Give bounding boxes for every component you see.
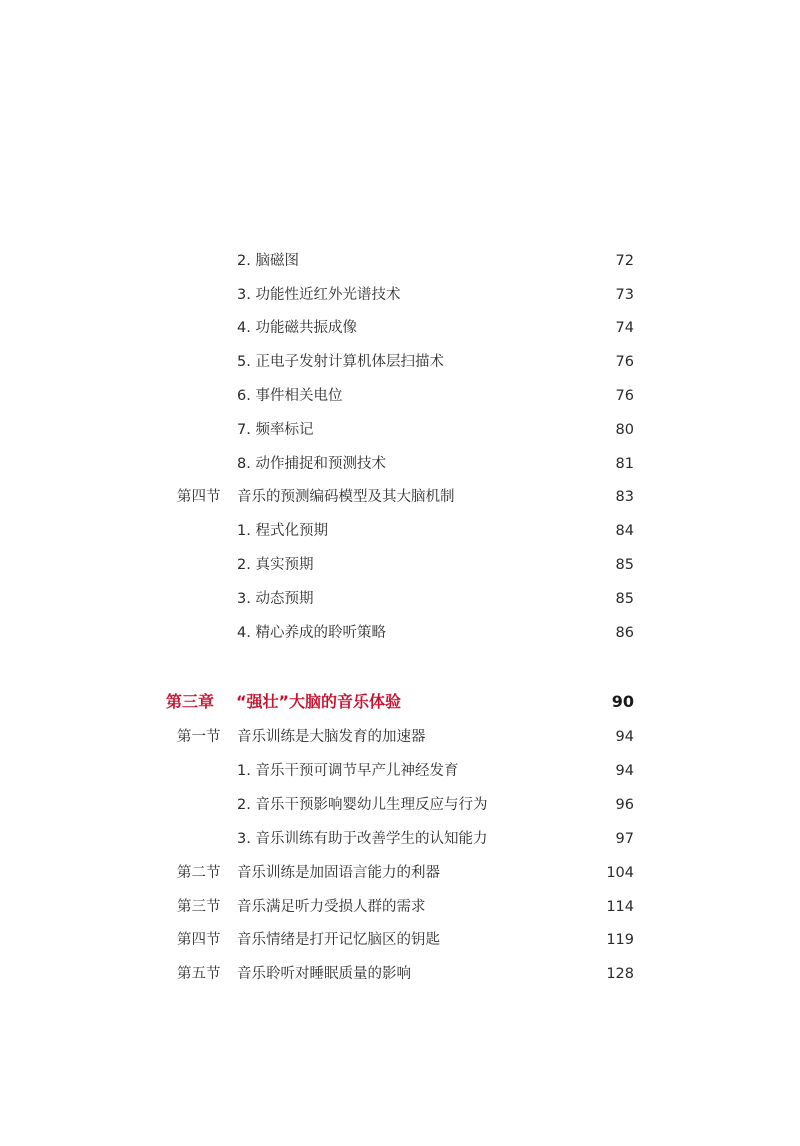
toc-item <box>0 447 800 481</box>
toc-item <box>0 345 800 379</box>
toc-page-number: 84 <box>615 523 634 539</box>
toc-section-title: 音乐训练是大脑发育的加速器 <box>237 729 426 745</box>
toc-section-label: 第五节 <box>177 966 221 982</box>
toc-item <box>0 413 800 447</box>
toc-page-number: 86 <box>615 625 634 641</box>
toc-chapter-title: “强壮”大脑的音乐体验 <box>236 692 402 711</box>
toc-item-title: 4. 功能磁共振成像 <box>237 320 357 336</box>
toc-page-number: 72 <box>615 253 634 269</box>
toc-item-title: 3. 动态预期 <box>237 591 314 607</box>
toc-section-title: 音乐聆听对睡眠质量的影响 <box>237 966 411 982</box>
toc-item <box>0 788 800 822</box>
toc-item <box>0 582 800 616</box>
toc-section-label: 第三节 <box>177 899 221 915</box>
toc-section-label: 第四节 <box>177 932 221 948</box>
toc-section-label: 第二节 <box>177 865 221 881</box>
toc-item <box>0 244 800 278</box>
toc-page-number: 128 <box>606 966 634 982</box>
toc-item-title: 2. 真实预期 <box>237 557 314 573</box>
toc-chapter <box>0 685 800 719</box>
toc-page-number: 73 <box>615 287 634 303</box>
toc-item <box>0 616 800 650</box>
toc-page-number: 83 <box>615 489 634 505</box>
toc-page-number: 119 <box>606 932 634 948</box>
toc-page-number: 96 <box>615 797 634 813</box>
toc-section <box>0 923 800 957</box>
toc-section <box>0 856 800 890</box>
toc-item-title: 7. 频率标记 <box>237 422 314 438</box>
toc-item-title: 6. 事件相关电位 <box>237 388 343 404</box>
toc-section <box>0 957 800 991</box>
toc-page-number: 104 <box>606 865 634 881</box>
toc-item <box>0 822 800 856</box>
toc-section <box>0 890 800 924</box>
toc-item-title: 3. 音乐训练有助于改善学生的认知能力 <box>237 831 488 847</box>
toc-item <box>0 311 800 345</box>
toc-item-title: 1. 程式化预期 <box>237 523 328 539</box>
toc-page-number: 76 <box>615 388 634 404</box>
toc-page-number: 81 <box>615 456 634 472</box>
toc-item <box>0 548 800 582</box>
toc-chapter-label: 第三章 <box>166 692 215 711</box>
toc-item-title: 1. 音乐干预可调节早产儿神经发育 <box>237 763 459 779</box>
toc-page-number: 74 <box>615 320 634 336</box>
toc-item-title: 3. 功能性近红外光谱技术 <box>237 287 401 303</box>
toc-page-number: 80 <box>615 422 634 438</box>
toc-item-title: 8. 动作捕捉和预测技术 <box>237 456 386 472</box>
toc-page-number: 85 <box>615 591 634 607</box>
toc-page-number: 76 <box>615 354 634 370</box>
toc-page-number: 97 <box>615 831 634 847</box>
toc-section-title: 音乐训练是加固语言能力的利器 <box>237 865 440 881</box>
toc-page-number: 94 <box>615 729 634 745</box>
toc-section-title: 音乐的预测编码模型及其大脑机制 <box>237 489 455 505</box>
toc-section-label: 第一节 <box>177 729 221 745</box>
toc-section <box>0 480 800 514</box>
toc-item <box>0 514 800 548</box>
toc-item-title: 2. 脑磁图 <box>237 253 299 269</box>
toc-item-title: 4. 精心养成的聆听策略 <box>237 625 386 641</box>
toc-section <box>0 720 800 754</box>
toc-section-title: 音乐满足听力受损人群的需求 <box>237 899 426 915</box>
toc-item-title: 5. 正电子发射计算机体层扫描术 <box>237 354 444 370</box>
toc-item <box>0 754 800 788</box>
toc-page-number: 114 <box>606 899 634 915</box>
toc-item-title: 2. 音乐干预影响婴幼儿生理反应与行为 <box>237 797 488 813</box>
toc-page-number: 90 <box>611 692 634 711</box>
toc-item <box>0 379 800 413</box>
toc-section-title: 音乐情绪是打开记忆脑区的钥匙 <box>237 932 440 948</box>
toc-page-number: 85 <box>615 557 634 573</box>
toc-page-number: 94 <box>615 763 634 779</box>
toc-item <box>0 278 800 312</box>
toc-section-label: 第四节 <box>177 489 221 505</box>
